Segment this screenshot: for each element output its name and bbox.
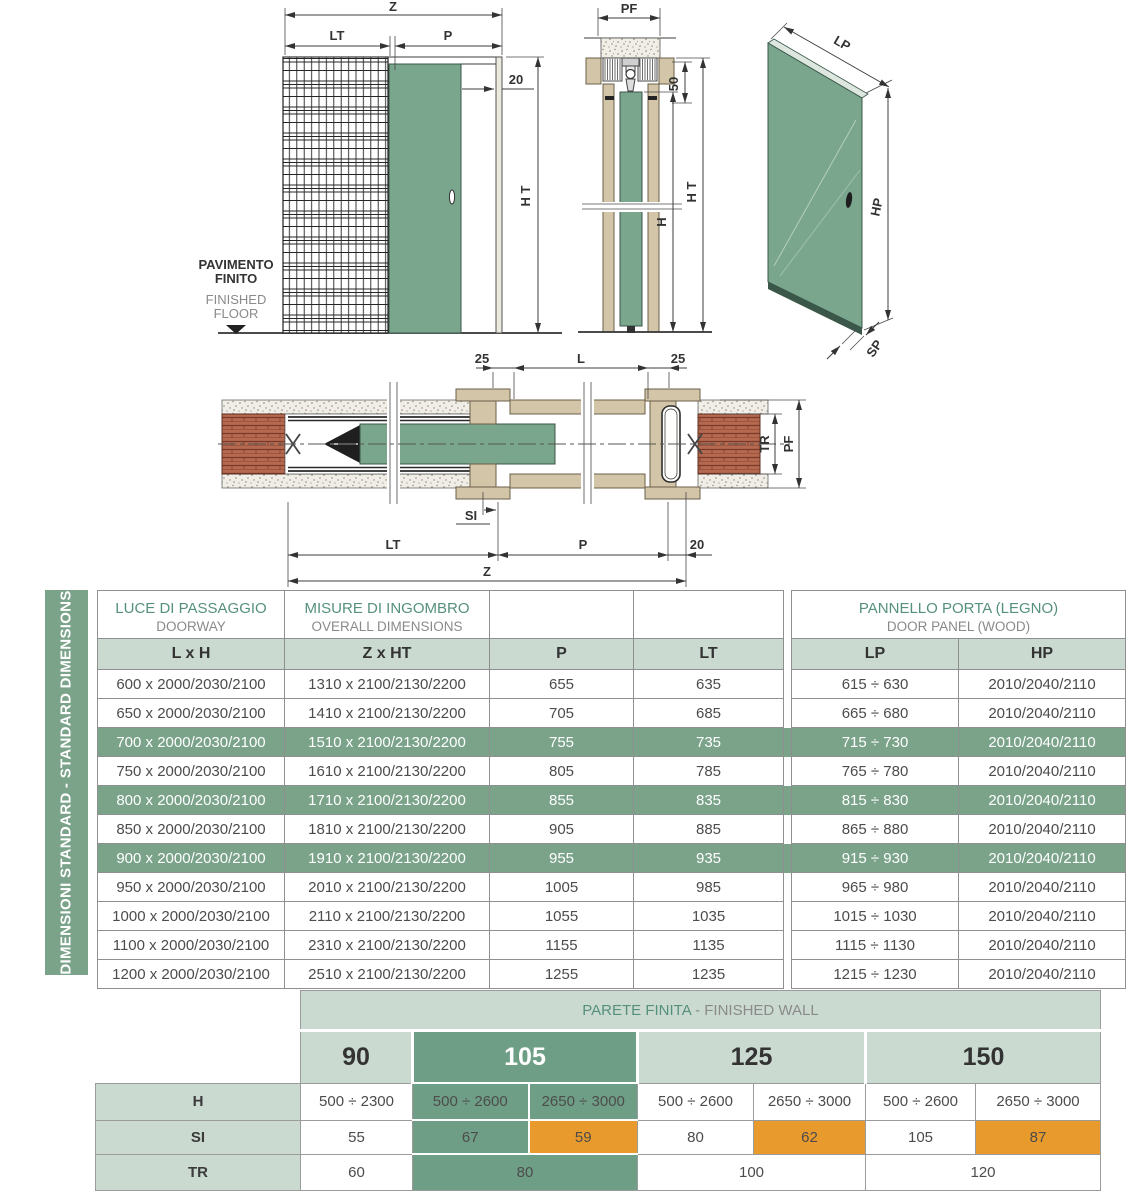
group-header-door-panel: PANNELLO PORTA (LEGNO) DOOR PANEL (WOOD) (792, 591, 1126, 639)
wall-row-label: SI (96, 1120, 301, 1154)
dimension-cell: 1910 x 2100/2130/2200 (285, 844, 490, 873)
wall-si-cell: 67 (413, 1120, 529, 1154)
dimension-cell: 705 (490, 699, 634, 728)
dimension-cell: 800 x 2000/2030/2100 (98, 786, 285, 815)
roller-wheel (626, 70, 635, 79)
dimension-row (98, 757, 1126, 786)
column-header-lp: LP (792, 639, 959, 670)
wall-h-cell: 2650 ÷ 3000 (529, 1083, 638, 1120)
dimension-cell: 1000 x 2000/2030/2100 (98, 902, 285, 931)
dimension-cell: 900 x 2000/2030/2100 (98, 844, 285, 873)
dimension-cell: 1610 x 2100/2130/2200 (285, 757, 490, 786)
group-header-empty-1 (490, 591, 634, 639)
dim-label-p: P (443, 28, 453, 43)
dimension-cell: 2010/2040/2110 (959, 757, 1126, 786)
dimension-cell: 2010/2040/2110 (959, 844, 1126, 873)
dimension-cell: 1510 x 2100/2130/2200 (285, 728, 490, 757)
wall-row-label: H (96, 1083, 301, 1120)
column-header-p: P (490, 639, 634, 670)
dim-label-50: 50 (666, 76, 681, 92)
dim-label-20b: 20 (689, 537, 705, 552)
dimension-cell: 2010/2040/2110 (959, 728, 1126, 757)
dim-label-20: 20 (508, 72, 524, 87)
dimension-row (98, 873, 1126, 902)
dimension-cell: 750 x 2000/2030/2100 (98, 757, 285, 786)
wall-table-title: PARETE FINITA - FINISHED WALL (301, 991, 1101, 1031)
group-header-overall: MISURE DI INGOMBRO OVERALL DIMENSIONS (285, 591, 490, 639)
dimension-cell: 1235 (634, 960, 784, 989)
dimension-cell: 905 (490, 815, 634, 844)
dimension-cell: 2010/2040/2110 (959, 786, 1126, 815)
wall-table-row (96, 1154, 1101, 1191)
dimension-cell: 2010/2040/2110 (959, 931, 1126, 960)
wall-table-row (96, 1120, 1101, 1154)
dimension-cell: 1155 (490, 931, 634, 960)
dimension-cell: 655 (490, 670, 634, 699)
wall-si-cell: 62 (754, 1120, 866, 1154)
dimension-cell: 1135 (634, 931, 784, 960)
dimension-cell: 600 x 2000/2030/2100 (98, 670, 285, 699)
wall-tr-cell: 80 (413, 1154, 638, 1191)
dimension-cell: 1015 ÷ 1030 (792, 902, 959, 931)
drawing-door-panel-3d (740, 10, 1130, 370)
wall-h-cell: 2650 ÷ 3000 (754, 1083, 866, 1120)
standard-dimensions-table (97, 590, 1126, 989)
dimension-cell: 2310 x 2100/2130/2200 (285, 931, 490, 960)
dim-label-25l: 25 (474, 352, 490, 366)
table-group-header-row (98, 591, 1126, 639)
dimension-row (98, 728, 1126, 757)
dimension-cell: 965 ÷ 980 (792, 873, 959, 902)
dimension-cell: 850 x 2000/2030/2100 (98, 815, 285, 844)
dimension-row (98, 960, 1126, 989)
wall-size-row (96, 1031, 1101, 1084)
wall-row-label: TR (96, 1154, 301, 1191)
dimension-cell: 635 (634, 670, 784, 699)
section-banner-label: DIMENSIONI STANDARD - STANDARD DIMENSIONS (58, 590, 75, 975)
dimension-cell: 865 ÷ 880 (792, 815, 959, 844)
dimension-cell: 1410 x 2100/2130/2200 (285, 699, 490, 728)
dim-label-25r: 25 (670, 352, 686, 366)
dimension-cell: 985 (634, 873, 784, 902)
dimension-row (98, 815, 1126, 844)
dimension-cell: 2010/2040/2110 (959, 902, 1126, 931)
wall-size-cell: 150 (866, 1031, 1101, 1084)
dimension-cell: 935 (634, 844, 784, 873)
dimension-cell: 1200 x 2000/2030/2100 (98, 960, 285, 989)
dimension-cell: 2010/2040/2110 (959, 960, 1126, 989)
wall-size-cell: 90 (301, 1031, 413, 1084)
drawing-front-elevation (190, 0, 570, 345)
dimension-cell: 1005 (490, 873, 634, 902)
column-header-lt: LT (634, 639, 784, 670)
dim-label-z: Z (389, 0, 397, 14)
dimension-cell: 735 (634, 728, 784, 757)
dimension-row (98, 786, 1126, 815)
dimension-cell: 685 (634, 699, 784, 728)
wall-tr-cell: 60 (301, 1154, 413, 1191)
dimension-cell: 715 ÷ 730 (792, 728, 959, 757)
dim-label-lt2: LT (385, 537, 401, 552)
dimension-cell: 950 x 2000/2030/2100 (98, 873, 285, 902)
floor-label-en: FINISHED (205, 292, 267, 307)
dimension-cell: 2510 x 2100/2130/2200 (285, 960, 490, 989)
wall-size-cell: 105 (413, 1031, 638, 1084)
wall-h-cell: 500 ÷ 2600 (638, 1083, 754, 1120)
dim-label-z2: Z (483, 564, 491, 579)
dimension-row (98, 902, 1126, 931)
dimension-cell: 2010/2040/2110 (959, 670, 1126, 699)
svg-text:FLOOR: FLOOR (213, 306, 259, 321)
dim-label-p2: P (578, 537, 588, 552)
dimension-cell: 855 (490, 786, 634, 815)
concrete-lintel (601, 38, 660, 58)
dimension-cell: 1035 (634, 902, 784, 931)
group-header-empty-2 (634, 591, 784, 639)
dimension-cell: 955 (490, 844, 634, 873)
dimension-cell: 805 (490, 757, 634, 786)
dim-label-pf: PF (620, 1, 638, 16)
dim-label-lp: LP (831, 32, 854, 54)
dimension-cell: 2010 x 2100/2130/2200 (285, 873, 490, 902)
dimension-cell: 2010/2040/2110 (959, 873, 1126, 902)
dimension-cell: 755 (490, 728, 634, 757)
wall-tr-cell: 120 (866, 1154, 1101, 1191)
wall-h-cell: 2650 ÷ 3000 (976, 1083, 1101, 1120)
dim-label-ht: H T (518, 185, 533, 207)
wall-si-cell: 105 (866, 1120, 976, 1154)
wall-table-title-row (96, 991, 1101, 1031)
wall-h-cell: 500 ÷ 2600 (866, 1083, 976, 1120)
dimension-cell: 1055 (490, 902, 634, 931)
svg-text:FINITO: FINITO (214, 271, 258, 286)
dimension-row (98, 844, 1126, 873)
column-header-zxht: Z x HT (285, 639, 490, 670)
dimension-cell: 650 x 2000/2030/2100 (98, 699, 285, 728)
pocket-cage (283, 57, 388, 333)
wall-h-cell: 500 ÷ 2600 (413, 1083, 529, 1120)
wall-si-cell: 80 (638, 1120, 754, 1154)
wall-tr-cell: 100 (638, 1154, 866, 1191)
column-header-lxh: L x H (98, 639, 285, 670)
dimension-row (98, 699, 1126, 728)
dimension-cell: 665 ÷ 680 (792, 699, 959, 728)
dimension-row (98, 931, 1126, 960)
wall-si-cell: 55 (301, 1120, 413, 1154)
dimension-cell: 2110 x 2100/2130/2200 (285, 902, 490, 931)
floor-label-it: PAVIMENTO (198, 257, 274, 272)
table-column-header-row (98, 639, 1126, 670)
dimension-cell: 700 x 2000/2030/2100 (98, 728, 285, 757)
dimension-cell: 835 (634, 786, 784, 815)
dimension-cell: 2010/2040/2110 (959, 699, 1126, 728)
dim-label-pf2: PF (781, 435, 796, 453)
dimension-cell: 1255 (490, 960, 634, 989)
dim-label-ht2: H T (684, 181, 699, 203)
dim-label-lt: LT (329, 28, 345, 43)
drawing-vertical-section (560, 0, 760, 345)
dimension-cell: 915 ÷ 930 (792, 844, 959, 873)
dimension-cell: 1310 x 2100/2130/2200 (285, 670, 490, 699)
wall-si-cell: 87 (976, 1120, 1101, 1154)
dimension-cell: 1115 ÷ 1130 (792, 931, 959, 960)
group-header-doorway: LUCE DI PASSAGGIO DOORWAY (98, 591, 285, 639)
dim-label-sp: SP (863, 337, 886, 360)
dimension-cell: 1215 ÷ 1230 (792, 960, 959, 989)
drawing-plan-section (190, 352, 850, 587)
dimension-cell: 2010/2040/2110 (959, 815, 1126, 844)
wall-si-cell: 59 (529, 1120, 638, 1154)
dimension-cell: 1100 x 2000/2030/2100 (98, 931, 285, 960)
dimension-cell: 615 ÷ 630 (792, 670, 959, 699)
dimension-cell: 1710 x 2100/2130/2200 (285, 786, 490, 815)
dimension-cell: 815 ÷ 830 (792, 786, 959, 815)
dim-label-h: H (654, 217, 669, 227)
column-header-hp: HP (959, 639, 1126, 670)
wall-h-cell: 500 ÷ 2300 (301, 1083, 413, 1120)
dimension-cell: 765 ÷ 780 (792, 757, 959, 786)
dimension-cell: 885 (634, 815, 784, 844)
section-banner (45, 590, 88, 975)
dimension-row (98, 670, 1126, 699)
dim-label-l: L (577, 352, 585, 366)
wall-size-cell: 125 (638, 1031, 866, 1084)
door-handle (449, 190, 454, 204)
dim-label-si: SI (464, 508, 478, 523)
dimension-cell: 785 (634, 757, 784, 786)
wall-table-row (96, 1083, 1101, 1120)
dim-label-tr: TR (757, 435, 772, 453)
dim-label-hp: HP (867, 196, 886, 218)
dimension-cell: 1810 x 2100/2130/2200 (285, 815, 490, 844)
finished-wall-table (95, 990, 1101, 1191)
